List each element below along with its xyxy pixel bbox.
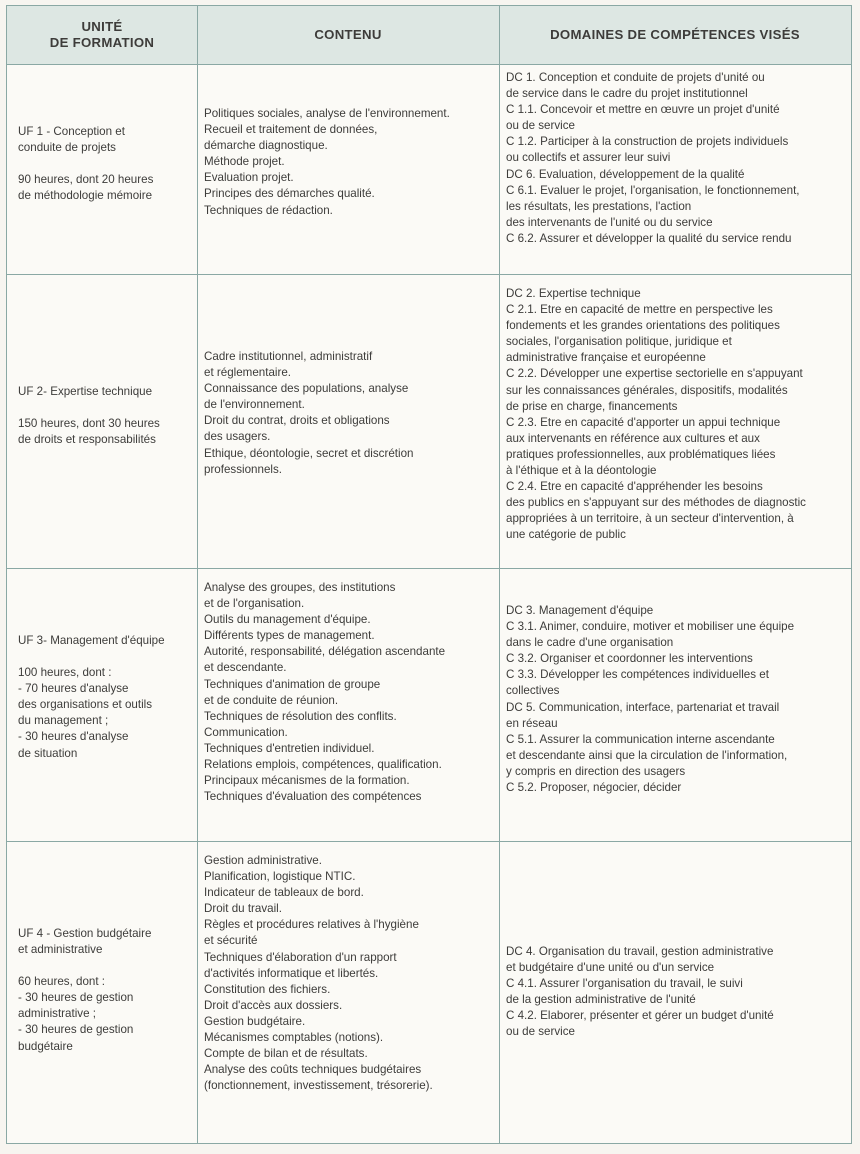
content-item: Techniques d'entretien individuel. xyxy=(204,741,375,755)
content-item: Constitution des fichiers. xyxy=(204,982,331,996)
content-item: Différents types de management. xyxy=(204,629,375,643)
unit-hours: 60 heures, dont : - 30 heures de gestion administrative ; - 30 heures de gestion budgétaire xyxy=(18,975,134,1053)
content-item: Techniques de résolution des conflits. xyxy=(204,709,397,723)
header-unit: UNITÉ DE FORMATION xyxy=(49,19,155,50)
content-item: Droit d'accès aux dossiers. xyxy=(204,998,343,1012)
domain-item: C 6.2. Assurer et développer la qualité du service rendu xyxy=(506,231,792,245)
content-item: Techniques d'animation de groupe et de conduite de réunion. xyxy=(204,677,381,707)
content-item: Analyse des groupes, des institutions et de l'organisation. xyxy=(204,581,396,611)
content-item: Droit du contrat, droits et obligations des usagers. xyxy=(204,414,390,444)
table-row-uf2-domains xyxy=(506,286,846,544)
domain-item: C 2.1. Etre en capacité de mettre en perspective les fondements et les grandes orientations des politiques sociales, l'organisation politique, juridique et administrative française et européenne xyxy=(506,303,780,365)
domain-item: C 1.1. Concevoir et mettre en œuvre un projet d'unité ou de service xyxy=(506,103,780,133)
unit-hours: 90 heures, dont 20 heures de méthodologie mémoire xyxy=(18,173,154,203)
domain-item: DC 5. Communication, interface, partenariat et travail en réseau xyxy=(506,700,780,730)
domain-item: C 5.1. Assurer la communication interne ascendante et descendante ainsi que la circulation de l'information, y compris en direction des usagers xyxy=(506,732,788,778)
domain-item: C 2.2. Développer une expertise sectorielle en s'appuyant sur les connaissances générales, dispositifs, modalités de prise en charge, financements xyxy=(506,367,803,413)
domain-item: DC 2. Expertise technique xyxy=(506,287,641,300)
unit-title: UF 1 - Conception et conduite de projets xyxy=(18,125,125,155)
domain-item: DC 1. Conception et conduite de projets d'unité ou de service dans le cadre du projet institutionnel xyxy=(506,71,765,101)
content-item: Techniques de rédaction. xyxy=(204,203,333,217)
domain-item: DC 6. Evaluation, développement de la qualité xyxy=(506,167,745,181)
column-divider xyxy=(197,6,198,1143)
table-row-uf3-content xyxy=(204,580,494,805)
content-item: Recueil et traitement de données, démarche diagnostique. xyxy=(204,123,378,153)
table-row-uf1-content xyxy=(204,106,494,219)
domain-item: C 4.1. Assurer l'organisation du travail, le suivi de la gestion administrative de l'unité xyxy=(506,977,743,1007)
content-item: Techniques d'évaluation des compétences xyxy=(204,790,422,804)
content-item: Mécanismes comptables (notions). xyxy=(204,1031,384,1045)
content-item: Principaux mécanismes de la formation. xyxy=(204,774,410,788)
content-item: Principes des démarches qualité. xyxy=(204,187,375,201)
table-row-uf3-unit xyxy=(18,633,194,762)
table-row-uf4-content xyxy=(204,853,494,1094)
row-divider xyxy=(7,568,851,569)
content-item: Outils du management d'équipe. xyxy=(204,613,371,627)
table-row-uf4-unit xyxy=(18,926,194,1055)
content-item: Gestion budgétaire. xyxy=(204,1014,306,1028)
competency-table xyxy=(6,5,852,1144)
content-item: Politiques sociales, analyse de l'environnement. xyxy=(204,107,450,120)
table-header xyxy=(7,6,851,65)
unit-hours: 150 heures, dont 30 heures de droits et responsabilités xyxy=(18,417,160,447)
domain-item: C 2.4. Etre en capacité d'appréhender les besoins des publics en s'appuyant sur des méthodes de diagnostic appropriées à un territoire, à un secteur d'intervention, à une catégorie de public xyxy=(506,480,806,542)
content-item: Planification, logistique NTIC. xyxy=(204,870,356,884)
table-row-uf4-domains xyxy=(506,944,846,1041)
domain-item: C 3.1. Animer, conduire, motiver et mobiliser une équipe dans le cadre d'une organisation xyxy=(506,620,795,650)
table-row-uf3-domains xyxy=(506,603,846,796)
content-item: Analyse des coûts techniques budgétaires (fonctionnement, investissement, trésorerie). xyxy=(204,1063,433,1093)
content-item: Relations emplois, compétences, qualification. xyxy=(204,758,442,772)
domain-item: C 3.3. Développer les compétences individuelles et collectives xyxy=(506,668,769,698)
table-row-uf1-unit xyxy=(18,124,194,204)
content-item: Droit du travail. xyxy=(204,902,282,916)
content-item: Gestion administrative. xyxy=(204,854,322,867)
content-item: Techniques d'élaboration d'un rapport d'activités informatique et libertés. xyxy=(204,950,397,980)
domain-item: C 4.2. Elaborer, présenter et gérer un budget d'unité ou de service xyxy=(506,1009,774,1039)
domain-item: DC 3. Management d'équipe xyxy=(506,604,654,617)
content-item: Méthode projet. xyxy=(204,155,285,169)
unit-title: UF 3- Management d'équipe xyxy=(18,634,165,647)
content-item: Connaissance des populations, analyse de l'environnement. xyxy=(204,382,409,412)
content-item: Règles et procédures relatives à l'hygiène et sécurité xyxy=(204,918,419,948)
header-domains: DOMAINES DE COMPÉTENCES VISÉS xyxy=(550,27,800,42)
table-row-uf2-content xyxy=(204,349,494,478)
header-content: CONTENU xyxy=(314,27,382,42)
domain-item: C 5.2. Proposer, négocier, décider xyxy=(506,781,682,795)
content-item: Ethique, déontologie, secret et discrétion professionnels. xyxy=(204,446,414,476)
content-item: Evaluation projet. xyxy=(204,171,294,185)
content-item: Autorité, responsabilité, délégation ascendante et descendante. xyxy=(204,645,446,675)
domain-item: C 1.2. Participer à la construction de projets individuels ou collectifs et assurer leur suivi xyxy=(506,135,789,165)
row-divider xyxy=(7,274,851,275)
table-row-uf2-unit xyxy=(18,384,194,448)
unit-title: UF 2- Expertise technique xyxy=(18,385,153,398)
table-row-uf1-domains xyxy=(506,70,846,247)
row-divider xyxy=(7,841,851,842)
domain-item: C 2.3. Etre en capacité d'apporter un appui technique aux intervenants en référence aux cultures et aux pratiques professionnelles, aux problématiques liées à l'éthique et à la déontologie xyxy=(506,415,781,478)
domain-item: C 6.1. Evaluer le projet, l'organisation, le fonctionnement, les résultats, les prestations, l'action des intervenants de l'unité ou du service xyxy=(506,183,800,229)
content-item: Compte de bilan et de résultats. xyxy=(204,1047,368,1061)
column-divider xyxy=(499,6,500,1143)
unit-hours: 100 heures, dont : - 70 heures d'analyse des organisations et outils du management ; - 30 heures d'analyse de situation xyxy=(18,666,153,760)
content-item: Communication. xyxy=(204,725,288,739)
domain-item: C 3.2. Organiser et coordonner les interventions xyxy=(506,652,753,666)
domain-item: DC 4. Organisation du travail, gestion administrative et budgétaire d'une unité ou d'un service xyxy=(506,945,774,975)
content-item: Indicateur de tableaux de bord. xyxy=(204,886,364,900)
unit-title: UF 4 - Gestion budgétaire et administrative xyxy=(18,927,152,957)
content-item: Cadre institutionnel, administratif et réglementaire. xyxy=(204,350,373,380)
